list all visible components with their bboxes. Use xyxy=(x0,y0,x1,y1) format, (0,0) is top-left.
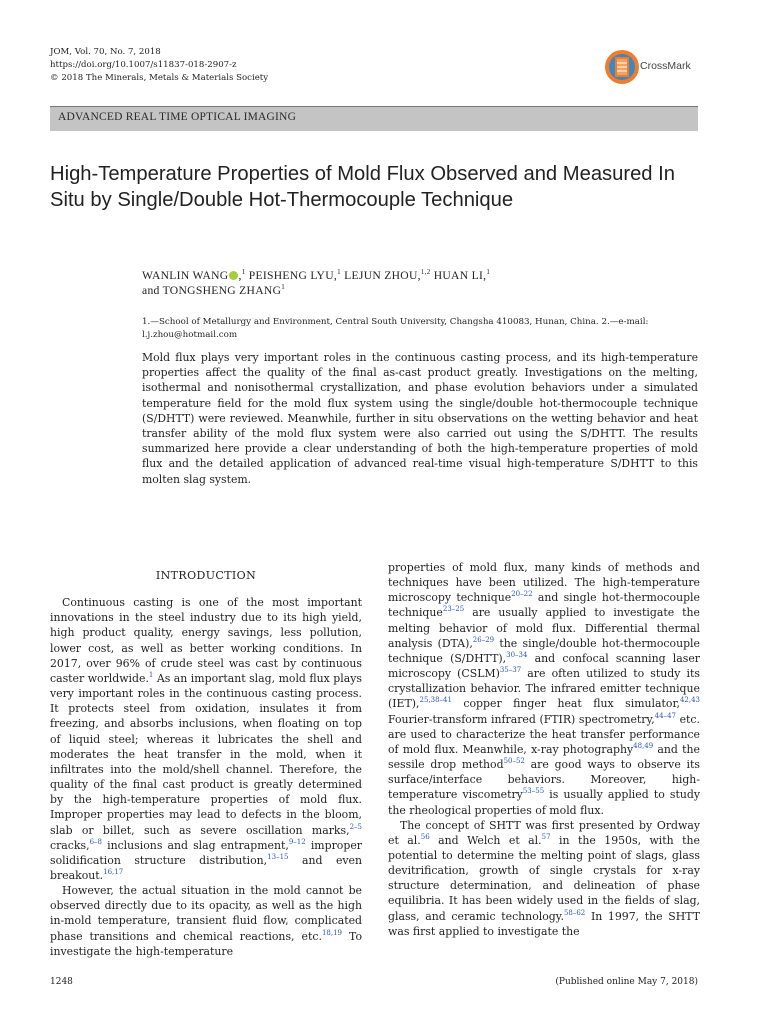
left-column xyxy=(50,560,362,959)
paragraph xyxy=(50,883,362,959)
orcid-icon[interactable] xyxy=(229,271,238,280)
author-name: PEISHENG LYU, xyxy=(248,269,338,282)
citation-link[interactable]: 1 xyxy=(148,670,154,679)
affiliation-marker: 1 xyxy=(241,268,246,276)
citation-link[interactable]: 58–62 xyxy=(563,908,586,917)
citation-link[interactable]: 35–37 xyxy=(499,666,522,675)
body-text: is usually applied to study the rheological properties of mold flux. xyxy=(388,788,701,817)
affiliation-marker: 1 xyxy=(281,283,286,291)
section-label: ADVANCED REAL TIME OPTICAL IMAGING xyxy=(50,106,698,131)
paragraph xyxy=(388,560,700,818)
body-text: cracks, xyxy=(50,838,90,852)
author-name: and TONGSHENG ZHANG xyxy=(142,284,282,297)
body-text: the single/double hot-thermocouple technique (S/DHTT), xyxy=(388,636,700,665)
body-text: inclusions and slag entrapment, xyxy=(101,838,289,852)
journal-line: JOM, Vol. 70, No. 7, 2018 xyxy=(50,47,161,57)
citation-link[interactable]: 6–8 xyxy=(89,837,102,846)
body-text: are good ways to observe its surface/interface behaviors. Moreover, high-temperature viscometry xyxy=(388,758,700,802)
citation-link[interactable]: 26–29 xyxy=(472,635,495,644)
doi-link[interactable]: https://doi.org/10.1007/s11837-018-2907-z xyxy=(50,60,237,70)
citation-link[interactable]: 23–25 xyxy=(442,605,465,614)
citation-link[interactable]: 56 xyxy=(420,832,430,841)
affiliation-marker: 1 xyxy=(486,268,491,276)
affiliation-marker: 1,2 xyxy=(420,268,431,276)
body-text: etc. are used to characterize the heat transfer performance of mold flux. Meanwhile, x-ray photography xyxy=(388,712,700,756)
citation-link[interactable]: 16,17 xyxy=(103,867,124,876)
body-text: However, the actual situation in the mold cannot be observed directly due to its opacity, as well as the high in-mold temperature, transient fluid flow, complicated phase transitions and chemical reactions, etc. xyxy=(50,884,362,943)
body-text: and confocal scanning laser microscopy (CSLM) xyxy=(388,651,700,681)
author-name: WANLIN WANG xyxy=(142,269,229,282)
paragraph xyxy=(50,595,362,883)
citation-link[interactable]: 57 xyxy=(541,832,551,841)
body-text: and Welch et al. xyxy=(429,833,542,847)
author-name: LEJUN ZHOU, xyxy=(344,269,421,282)
author-name: HUAN LI, xyxy=(433,269,487,282)
citation-link[interactable]: 25,38–41 xyxy=(419,696,452,705)
citation-link[interactable]: 53–55 xyxy=(522,787,545,796)
article-title: High-Temperature Properties of Mold Flux Observed and Measured In Situ by Single/Double Hot-Thermocouple Technique xyxy=(50,163,675,211)
affiliations: 1.—School of Metallurgy and Environment, Central South University, Changsha 410083, Hunan, China. 2.—e-mail: l.j.zhou@hotmail.com xyxy=(142,317,649,340)
body-text: As an important slag, mold flux plays very important roles in the continuous casting process. It protects steel from oxidation, insulates it from freezing, and absorbs inclusions, when floating on top of liquid steel; whereas it lubricates the shell and moderates the heat transfer in the mold, when it infiltrates into the mold/shell channel. Therefore, the quality of the final cast product is greatly determined by the high-temperature properties of mold flux. Improper properties may lead to defects in the bloom, slab or billet, such as severe oscillation marks, xyxy=(50,671,362,837)
right-column xyxy=(388,560,700,939)
citation-link[interactable]: 20–22 xyxy=(511,590,533,599)
journal-metadata xyxy=(50,46,268,85)
body-text: To investigate the high-temperature xyxy=(50,929,362,958)
body-text: properties of mold flux, many kinds of methods and techniques have been utilized. The high-temperature microscopy technique xyxy=(388,561,700,605)
citation-link[interactable]: 13–15 xyxy=(267,852,289,861)
body-text: In 1997, the SHTT was first applied to investigate the xyxy=(388,909,700,938)
paragraph xyxy=(388,818,700,939)
body-text: and even breakout. xyxy=(50,853,362,882)
body-text: The concept of SHTT was first presented by Ordway et al. xyxy=(388,818,700,847)
publication-date: (Published online May 7, 2018) xyxy=(555,977,698,987)
body-text: and single hot-thermocouple technique xyxy=(388,591,700,620)
page-number: 1248 xyxy=(50,977,73,987)
body-text: are usually applied to investigate the melting behavior of mold flux. Differential thermal analysis (DTA), xyxy=(388,606,700,650)
body-text: Fourier-transform infrared (FTIR) spectrometry, xyxy=(388,712,655,726)
abstract: Mold flux plays very important roles in the continuous casting process, and its high-temperature properties affect the quality of the final as-cast product greatly. Investigations on the melting, isothermal and nonisothermal crystallization, and phase evolution behaviors under a simulated temperature field for the mold flux system using the single/double hot-thermocouple technique (S/DHTT) were reviewed. Meanwhile, further in situ observations on the wetting behavior and heat transfer ability of the mold flux system were also carried out using the S/DHTT. The results summarized here provide a clear understanding of both the high-temperature properties of mold flux and the detailed application of advanced real-time visual high-temperature S/DHTT to this molten slag system. xyxy=(142,351,698,486)
citation-link[interactable]: 30–34 xyxy=(506,650,528,659)
citation-link[interactable]: 50–52 xyxy=(503,757,525,766)
body-text: copper finger heat flux simulator, xyxy=(451,697,680,711)
body-text: improper solidification structure distribution, xyxy=(50,838,362,867)
crossmark-label[interactable]: CrossMark xyxy=(640,60,691,72)
citation-link[interactable]: 44–47 xyxy=(654,711,676,720)
body-text: in the 1950s, with the potential to determine the melting point of slags, glass devitrification, growth of single crystals for x-ray structure determination, and delineation of phase equilibria. It has been widely used in the fields of slag, glass, and ceramic technology. xyxy=(388,833,700,923)
body-text: Continuous casting is one of the most important innovations in the steel industry due to its high yield, high product quality, energy savings, less pollution, lower cost, as well as better working conditions. In 2017, over 96% of crude steel was cast by continuous caster worldwide. xyxy=(50,596,362,685)
citation-link[interactable]: 48,49 xyxy=(633,741,654,750)
citation-link[interactable]: 9–12 xyxy=(288,837,306,846)
copyright-line: © 2018 The Minerals, Metals & Materials Society xyxy=(50,73,269,83)
citation-link[interactable]: 18,19 xyxy=(321,928,342,937)
citation-link[interactable]: 42,43 xyxy=(679,696,700,705)
affiliation-marker: 1 xyxy=(337,268,341,276)
author-list: WANLIN WANG ,$^1$ PEISHENG LYU,$^1$ LEJUN ZHOU,$^{1,2}$ HUAN LI,$^1$ and TONGSHENG ZHANG$^1$ xyxy=(142,268,491,297)
citation-link[interactable]: 2–5 xyxy=(349,822,362,831)
body-text: are often utilized to study its crystallization behavior. The infrared emitter technique (IET), xyxy=(388,667,700,711)
section-heading: INTRODUCTION xyxy=(155,569,257,582)
body-text: and the sessile drop method xyxy=(388,742,700,772)
